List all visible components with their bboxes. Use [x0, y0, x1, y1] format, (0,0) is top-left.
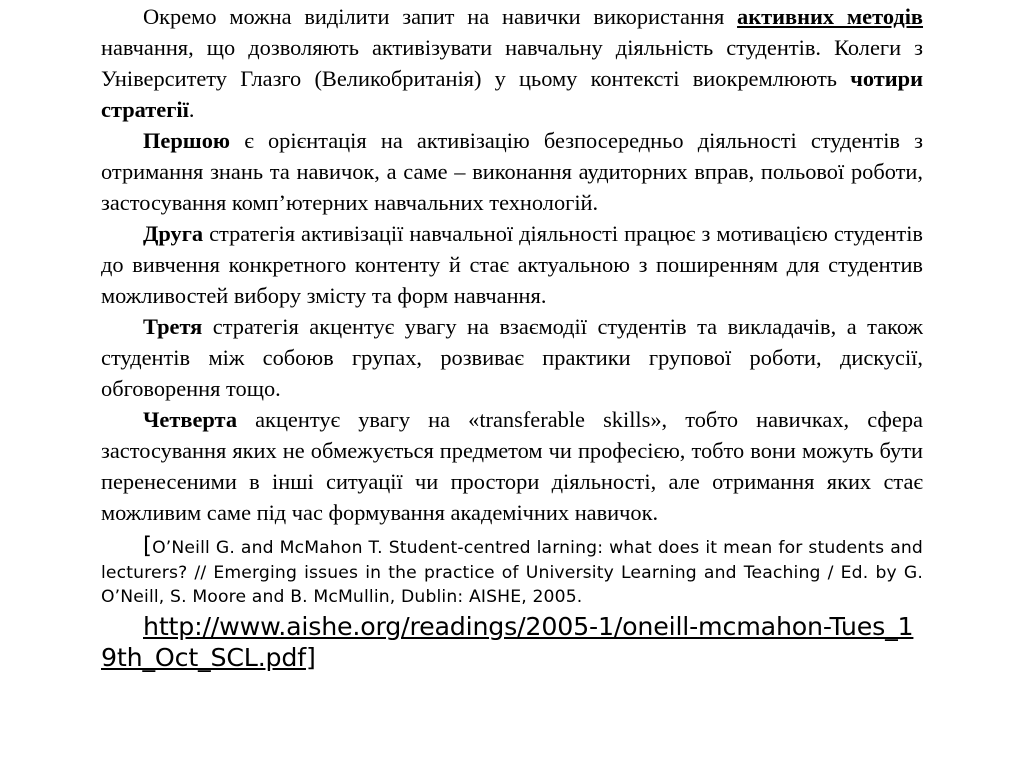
paragraph-text: стратегія акцентує увагу на взаємодії студентів та викладачів, а також студентів між собоюв групах, розвиває практики групової роботи, дискусії, обговорення тощо. [101, 314, 923, 401]
citation-text: O’Neill G. and McMahon T. Student-centred larning: what does it mean for students and lecturers? // Emerging issues in the practice of University Learning and Teaching / Ed. by G. O’Neill, S. Moore and B. McMullin, Dublin: AISHE, 2005. [101, 538, 923, 607]
paragraph-second [101, 218, 923, 311]
paragraph-text: є орієнтація на активізацію безпосередньо діяльності студентів з отримання знань та навичок, а саме – виконання аудиторних вправ, польової роботи, застосування комп’ютерних навчальних технологій. [101, 128, 923, 215]
emphasis-text: активних методів [737, 4, 924, 29]
paragraph-text: . [188, 97, 195, 122]
paragraph-third [101, 311, 923, 404]
citation-close-bracket: ] [305, 642, 316, 672]
emphasis-text: Четверта [143, 407, 238, 432]
body-text [101, 1, 923, 528]
emphasis-text: Першою [143, 128, 231, 153]
paragraph-text: Окремо можна виділити запит на навички використання [143, 4, 738, 29]
paragraph-intro [101, 1, 923, 125]
paragraph-fourth [101, 404, 923, 528]
document-page [101, 0, 923, 673]
citation-url: http://www.aishe.org/readings/2005-1/oneill-mcmahon-Tues_19th_Oct_SCL.pdf [101, 611, 914, 672]
paragraph-text: акцентує увагу на «transferable skills», тобто навичках, сфера застосування яких не обмежується предметом чи професією, тобто вони можуть бути перенесеними в інші ситуації чи простори діяльності, але отримання яких стає можливим саме під час формування академічних навичок. [101, 407, 923, 525]
emphasis-text: чотири стратегії [101, 66, 923, 122]
emphasis-text: Друга [143, 221, 204, 246]
emphasis-text: Третя [143, 314, 203, 339]
paragraph-text: стратегія активізації навчальної діяльності працює з мотивацією студентів до вивчення конкретного контенту й стає актуальною з поширенням для студентив можливостей вибору змісту та форм навчання. [101, 221, 923, 308]
citation-link[interactable] [101, 611, 923, 673]
paragraph-text: навчання, що дозволяють активізувати навчальну діяльність студентів. Колеги з Університету Глазго (Великобританія) у цьому контексті виокремлюють [101, 35, 923, 91]
citation-open-bracket: [ [143, 533, 153, 559]
citation [101, 534, 923, 673]
paragraph-first [101, 125, 923, 218]
